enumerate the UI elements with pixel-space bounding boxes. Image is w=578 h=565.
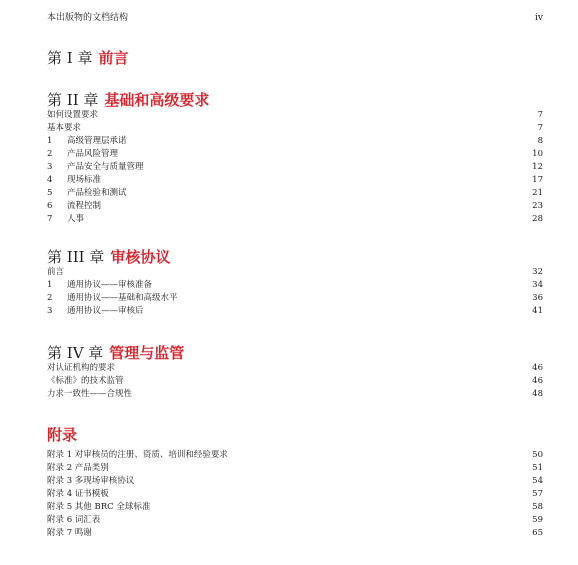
entry-page: 57 — [532, 489, 543, 499]
entry-text: 基本要求 — [47, 123, 82, 133]
toc-entry[interactable] — [47, 388, 543, 401]
toc-entry[interactable] — [47, 161, 543, 174]
entry-text: 附录 7 鸣谢 — [47, 528, 92, 538]
chapter-number: 第 III 章 — [47, 248, 105, 266]
appendix-heading: 附录 — [47, 426, 78, 444]
entry-number: 2 — [47, 293, 53, 303]
entry-text: 附录 2 产品类别 — [47, 463, 109, 473]
entry-text: 《标准》的技术监管 — [47, 376, 124, 386]
chapter-heading-1 — [47, 49, 543, 67]
toc-entry[interactable] — [47, 200, 543, 213]
toc-entry[interactable] — [47, 292, 543, 305]
entry-number: 1 — [47, 280, 53, 290]
entry-text: 人事 — [67, 214, 85, 224]
toc-entry[interactable] — [47, 462, 543, 475]
toc-entry[interactable] — [47, 514, 543, 527]
chapter-number: 第 IV 章 — [47, 344, 104, 362]
entry-number: 6 — [47, 201, 53, 211]
entry-page: 7 — [537, 110, 543, 120]
entry-text: 前言 — [47, 267, 65, 277]
entry-number: 5 — [47, 188, 53, 198]
entry-page: 10 — [532, 149, 543, 159]
entry-page: 32 — [532, 267, 543, 277]
entry-page: 50 — [532, 450, 543, 460]
toc-entry[interactable] — [47, 488, 543, 501]
entry-text: 通用协议——审核准备 — [67, 280, 153, 290]
chapter-heading-2 — [47, 91, 543, 109]
entry-page: 7 — [537, 123, 543, 133]
entry-text: 产品风险管理 — [67, 149, 119, 159]
entry-number: 7 — [47, 214, 53, 224]
entry-number: 1 — [47, 136, 53, 146]
page-number: iv — [535, 13, 543, 23]
toc-entry[interactable] — [47, 266, 543, 279]
entry-page: 65 — [532, 528, 543, 538]
entry-page: 8 — [537, 136, 543, 146]
entry-text: 产品检验和测试 — [67, 188, 127, 198]
entry-text: 高级管理层承诺 — [67, 136, 127, 146]
entry-page: 21 — [532, 188, 543, 198]
toc-entry[interactable] — [47, 305, 543, 318]
entry-text: 产品安全与质量管理 — [67, 162, 144, 172]
toc-entry[interactable] — [47, 109, 543, 122]
toc-entry[interactable] — [47, 148, 543, 161]
running-header — [47, 12, 543, 24]
entry-number: 2 — [47, 149, 53, 159]
entry-page: 28 — [532, 214, 543, 224]
header-title: 本出版物的文档结构 — [47, 13, 129, 23]
toc-entry[interactable] — [47, 475, 543, 488]
entry-page: 41 — [532, 306, 543, 316]
entry-number: 3 — [47, 162, 53, 172]
entry-page: 46 — [532, 363, 543, 373]
toc-entry[interactable] — [47, 135, 543, 148]
entry-number: 3 — [47, 306, 53, 316]
entry-page: 51 — [532, 463, 543, 473]
entry-text: 通用协议——审核后 — [67, 306, 144, 316]
chapter-title: 管理与监管 — [109, 344, 185, 362]
chapter-3-entries — [47, 266, 543, 318]
entry-text: 如何设置要求 — [47, 110, 99, 120]
toc-entry[interactable] — [47, 375, 543, 388]
chapter-title: 审核协议 — [110, 248, 171, 266]
entry-number: 4 — [47, 175, 53, 185]
entry-page: 36 — [532, 293, 543, 303]
chapter-4-entries — [47, 362, 543, 401]
entry-text: 附录 5 其他 BRC 全球标准 — [47, 502, 151, 512]
toc-entry[interactable] — [47, 122, 543, 135]
toc-entry[interactable] — [47, 449, 543, 462]
chapter-title: 基础和高级要求 — [104, 91, 210, 109]
entry-page: 54 — [532, 476, 543, 486]
entry-page: 58 — [532, 502, 543, 512]
chapter-heading-3 — [47, 248, 543, 266]
entry-page: 17 — [532, 175, 543, 185]
entry-page: 59 — [532, 515, 543, 525]
chapter-number: 第 I 章 — [47, 49, 93, 67]
toc-entry[interactable] — [47, 279, 543, 292]
toc-entry[interactable] — [47, 362, 543, 375]
toc-entry[interactable] — [47, 501, 543, 514]
toc-entry[interactable] — [47, 187, 543, 200]
toc-entry[interactable] — [47, 174, 543, 187]
entry-text: 流程控制 — [67, 201, 102, 211]
toc-entry[interactable] — [47, 213, 543, 226]
entry-text: 附录 3 多现场审核协议 — [47, 476, 135, 486]
chapter-title: 前言 — [98, 49, 129, 67]
appendix-entries — [47, 449, 543, 540]
entry-page: 48 — [532, 389, 543, 399]
chapter-number: 第 II 章 — [47, 91, 99, 109]
entry-text: 对认证机构的要求 — [47, 363, 116, 373]
entry-page: 12 — [532, 162, 543, 172]
entry-page: 23 — [532, 201, 543, 211]
entry-page: 46 — [532, 376, 543, 386]
entry-text: 附录 4 证书模板 — [47, 489, 109, 499]
chapter-2-entries — [47, 109, 543, 226]
toc-page — [47, 12, 543, 540]
entry-text: 通用协议——基础和高级水平 — [67, 293, 178, 303]
entry-text: 现场标准 — [67, 175, 102, 185]
toc-entry[interactable] — [47, 527, 543, 540]
entry-text: 力求一致性——合规性 — [47, 389, 133, 399]
entry-page: 34 — [532, 280, 543, 290]
chapter-heading-4 — [47, 344, 543, 362]
entry-text: 附录 6 词汇表 — [47, 515, 101, 525]
entry-text: 附录 1 对审核员的注册、资质、培训和经验要求 — [47, 450, 228, 460]
